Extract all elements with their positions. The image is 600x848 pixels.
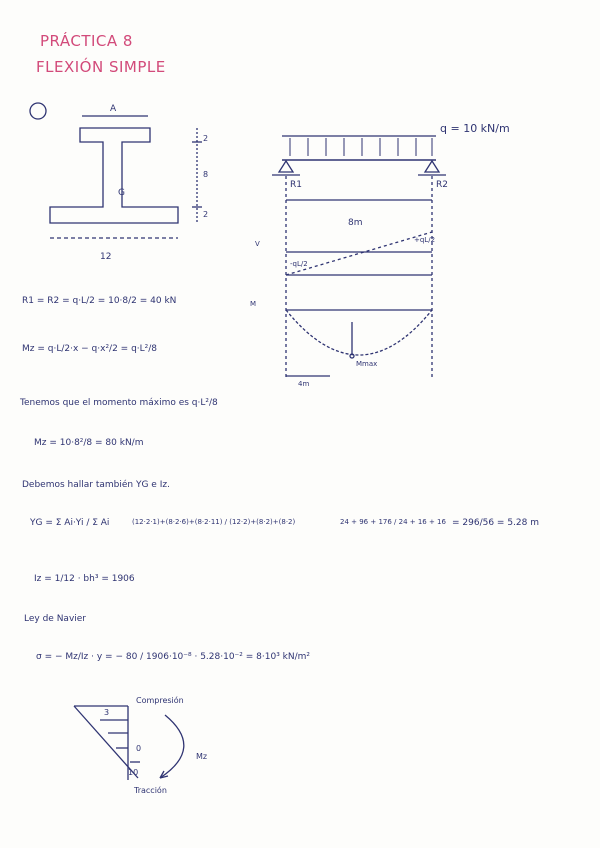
traction-label: Tracción <box>134 786 167 795</box>
stress-top-value: 3 <box>104 708 110 717</box>
reaction-r1: R1 <box>290 180 302 190</box>
mz-stress-label: Mz <box>196 752 208 761</box>
reactions-eq: R1 = R2 = q·L/2 = 10·8/2 = 40 kN <box>22 296 177 306</box>
yg-mid-eq: (12·2·1)+(8·2·6)+(8·2·11) / (12·2)+(8·2)+(8·2) <box>132 518 296 526</box>
reaction-r2: R2 <box>436 180 448 190</box>
section-width-bottom: 12 <box>100 252 112 262</box>
centroid-label: G <box>118 188 125 198</box>
section-height-top: 2 <box>203 134 209 143</box>
i-beam-section-drawing <box>50 116 202 238</box>
navier-title: Ley de Navier <box>24 614 87 624</box>
shear-label: V <box>255 240 260 248</box>
span-label: 8m <box>348 218 363 228</box>
section-width-top: A <box>110 104 117 114</box>
half-span-label: 4m <box>298 380 310 388</box>
shear-diagram <box>286 232 432 275</box>
yg-rhs-eq: 24 + 96 + 176 / 24 + 16 + 16 <box>340 518 446 526</box>
yg-result-eq: = 296/56 = 5.28 m <box>452 518 539 528</box>
exercise-circle-icon <box>30 103 46 119</box>
moment-law-eq: Mz = q·L/2·x − q·x²/2 = q·L²/8 <box>22 344 158 354</box>
practice-title: PRÁCTICA 8 <box>40 32 133 50</box>
stress-bottom-value: 10 <box>128 768 139 777</box>
section-height-web: 8 <box>203 170 209 179</box>
mmax-label: Mmax <box>356 360 378 368</box>
sigma-eq: σ = − Mz/Iz · y = − 80 / 1906·10⁻⁸ · 5.28·10⁻² = 8·10³ kN/m² <box>36 652 311 662</box>
need-text: Debemos hallar también YG e Iz. <box>22 480 170 490</box>
stress-zero-value: 0 <box>136 744 142 753</box>
beam-load-drawing <box>272 136 446 378</box>
compression-label: Compresión <box>136 696 184 705</box>
shear-pos-label: +qL/2 <box>414 236 436 244</box>
moment-label: M <box>250 300 257 308</box>
mz-value-eq: Mz = 10·8²/8 = 80 kN/m <box>34 438 144 448</box>
section-height-bottom: 2 <box>203 210 209 219</box>
max-moment-text: Tenemos que el momento máximo es q·L²/8 <box>20 398 218 408</box>
shear-neg-label: -qL/2 <box>290 260 308 268</box>
iz-eq: Iz = 1/12 · bh³ = 1906 <box>34 574 135 584</box>
practice-subtitle: FLEXIÓN SIMPLE <box>36 58 166 76</box>
load-label: q = 10 kN/m <box>440 122 510 135</box>
yg-lhs-eq: YG = Σ Ai·Yi / Σ Ai <box>30 518 110 528</box>
